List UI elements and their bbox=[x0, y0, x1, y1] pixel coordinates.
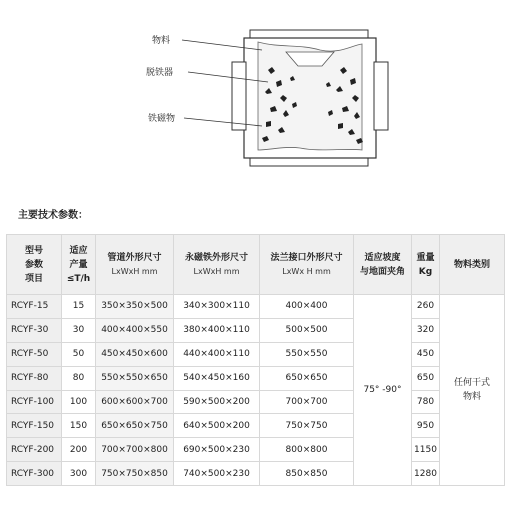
header-magnet bbox=[174, 235, 260, 295]
cell-model: RCYF-30 bbox=[7, 318, 62, 342]
header-model-line-2: 参数 bbox=[24, 259, 43, 270]
table-row bbox=[7, 390, 505, 414]
cell-weight: 320 bbox=[412, 318, 440, 342]
cell-model: RCYF-200 bbox=[7, 438, 62, 462]
cell-weight: 450 bbox=[412, 342, 440, 366]
label-material: 物料 bbox=[152, 36, 171, 46]
cell-capacity: 200 bbox=[62, 438, 96, 462]
table-header-row bbox=[7, 235, 505, 295]
header-model-line-1: 型号 bbox=[24, 245, 43, 256]
cell-weight: 950 bbox=[412, 414, 440, 438]
header-flange bbox=[260, 235, 354, 295]
category-line-2: 物料 bbox=[462, 392, 481, 402]
header-flange-title: 法兰接口外形尺寸 bbox=[270, 252, 343, 263]
header-slope-line-1: 适应坡度 bbox=[364, 252, 401, 263]
header-magnet-title: 永磁铁外形尺寸 bbox=[184, 252, 248, 263]
table-row bbox=[7, 462, 505, 486]
header-flange-unit: LxWx H mm bbox=[282, 266, 331, 276]
label-iron-remover: 脱铁器 bbox=[146, 68, 174, 78]
iron-remover-diagram bbox=[0, 0, 510, 200]
cell-flange: 400×400 bbox=[260, 295, 354, 319]
table-row bbox=[7, 438, 505, 462]
cell-flange: 850×850 bbox=[260, 462, 354, 486]
cell-weight: 1280 bbox=[412, 462, 440, 486]
right-magnet bbox=[374, 62, 388, 130]
header-pipe-title: 管道外形尺寸 bbox=[107, 252, 162, 263]
header-slope-line-2: 与地面夹角 bbox=[359, 266, 405, 277]
cell-pipe: 350×350×500 bbox=[96, 295, 174, 319]
header-capacity-line-1: 适应 bbox=[69, 245, 88, 256]
cell-magnet: 540×450×160 bbox=[174, 366, 260, 390]
cell-pipe: 750×750×850 bbox=[96, 462, 174, 486]
cell-capacity: 300 bbox=[62, 462, 96, 486]
bottom-flange bbox=[250, 158, 368, 166]
header-magnet-unit: LxWxH mm bbox=[193, 266, 240, 276]
cell-weight: 650 bbox=[412, 366, 440, 390]
header-model-line-3: 项目 bbox=[24, 273, 43, 284]
header-model bbox=[7, 235, 62, 295]
cell-magnet: 380×400×110 bbox=[174, 318, 260, 342]
header-slope bbox=[354, 235, 412, 295]
table-row bbox=[7, 295, 505, 319]
cell-flange: 650×650 bbox=[260, 366, 354, 390]
label-iron-object: 铁磁物 bbox=[148, 114, 176, 124]
table-row bbox=[7, 414, 505, 438]
cell-magnet: 440×400×110 bbox=[174, 342, 260, 366]
cell-magnet: 690×500×230 bbox=[174, 438, 260, 462]
header-pipe bbox=[96, 235, 174, 295]
cell-capacity: 50 bbox=[62, 342, 96, 366]
cell-slope: 75° -90° bbox=[354, 295, 412, 486]
cell-weight: 1150 bbox=[412, 438, 440, 462]
cell-capacity: 30 bbox=[62, 318, 96, 342]
category-line-1: 任何干式 bbox=[453, 378, 490, 388]
cell-model: RCYF-50 bbox=[7, 342, 62, 366]
cell-pipe: 700×700×800 bbox=[96, 438, 174, 462]
section-title: 主要技术参数： bbox=[18, 210, 88, 221]
header-weight-line-1: 重量 bbox=[416, 252, 435, 263]
cell-magnet: 640×500×200 bbox=[174, 414, 260, 438]
cell-capacity: 80 bbox=[62, 366, 96, 390]
table-row bbox=[7, 366, 505, 390]
cell-model: RCYF-100 bbox=[7, 390, 62, 414]
table-row bbox=[7, 342, 505, 366]
header-capacity-line-2: 产量 bbox=[69, 259, 88, 270]
cell-model: RCYF-300 bbox=[7, 462, 62, 486]
cell-pipe: 550×550×650 bbox=[96, 366, 174, 390]
cell-category bbox=[440, 295, 505, 486]
header-weight-line-2: Kg bbox=[418, 266, 433, 277]
header-capacity-line-3: ≤T/h bbox=[66, 273, 91, 284]
cell-model: RCYF-80 bbox=[7, 366, 62, 390]
left-magnet bbox=[232, 62, 246, 130]
cell-magnet: 590×500×200 bbox=[174, 390, 260, 414]
cell-magnet: 340×300×110 bbox=[174, 295, 260, 319]
cell-pipe: 650×650×750 bbox=[96, 414, 174, 438]
cell-weight: 260 bbox=[412, 295, 440, 319]
cell-magnet: 740×500×230 bbox=[174, 462, 260, 486]
header-category: 物料类别 bbox=[440, 235, 505, 295]
cell-model: RCYF-150 bbox=[7, 414, 62, 438]
cell-capacity: 100 bbox=[62, 390, 96, 414]
cell-flange: 800×800 bbox=[260, 438, 354, 462]
cell-flange: 700×700 bbox=[260, 390, 354, 414]
cell-flange: 550×550 bbox=[260, 342, 354, 366]
cell-pipe: 400×400×550 bbox=[96, 318, 174, 342]
cell-capacity: 15 bbox=[62, 295, 96, 319]
cell-pipe: 450×450×600 bbox=[96, 342, 174, 366]
spec-table bbox=[6, 234, 505, 486]
cell-capacity: 150 bbox=[62, 414, 96, 438]
cell-pipe: 600×600×700 bbox=[96, 390, 174, 414]
table-row bbox=[7, 318, 505, 342]
cell-flange: 500×500 bbox=[260, 318, 354, 342]
cell-model: RCYF-15 bbox=[7, 295, 62, 319]
cell-flange: 750×750 bbox=[260, 414, 354, 438]
header-capacity bbox=[62, 235, 96, 295]
header-weight bbox=[412, 235, 440, 295]
top-flange bbox=[250, 30, 368, 38]
cell-weight: 780 bbox=[412, 390, 440, 414]
header-pipe-unit: LxWxH mm bbox=[111, 266, 158, 276]
diagram-drawing bbox=[0, 0, 510, 200]
